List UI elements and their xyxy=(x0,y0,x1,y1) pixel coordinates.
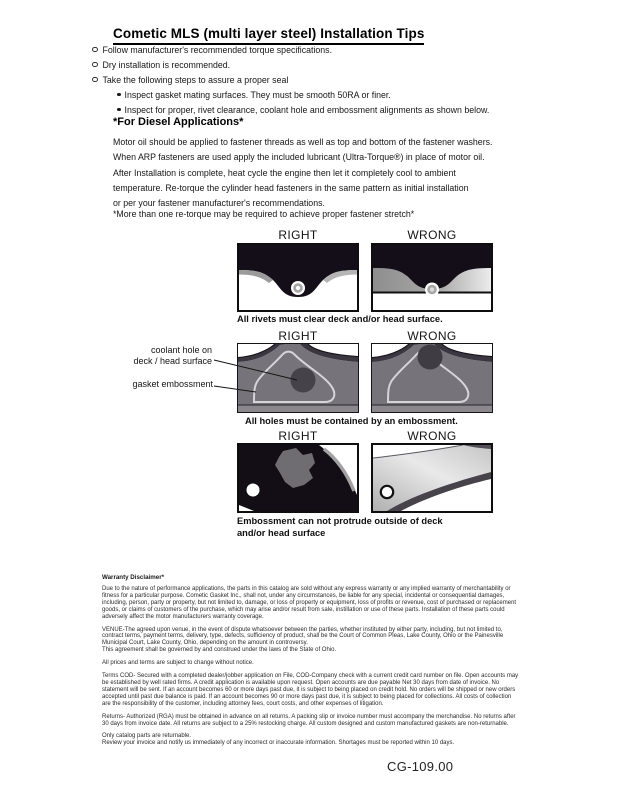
paragraph-line: temperature. Re-torque the cylinder head fasteners in the same pattern as initial installation xyxy=(113,183,469,194)
tip-text: Inspect for proper, rivet clearance, coolant hole and embossment alignments as shown below. xyxy=(124,104,490,115)
paragraph-line: When ARP fasteners are used apply the included lubricant (Ultra-Torque®) in place of motor oil. xyxy=(113,152,485,163)
deck-edge-strip xyxy=(238,405,358,412)
legal-heading: Warranty Disclaimer* xyxy=(102,574,165,581)
figure-embossment-right xyxy=(237,443,359,513)
figure-embossment-wrong xyxy=(371,443,493,513)
open-bullet-icon xyxy=(92,62,98,68)
legal-paragraph: Due to the nature of performance applications, the parts in this catalog are sold without any express warranty or any implied warranty of merchantability or fitness for a particular purpose. Cometic Gasket Inc., shall not, under any circumstances, be liable for any special, incidental or consequential damages, including, person, party or property, but not limited to, damage, or loss of property or equipment, loss of profits or revenue, cost of purchased or replacement goods, or claims of customers of the purchase, which may arise and/or result from sale, instillation or use of these parts. Installation of these parts could adversely affect the motor manufacturers warranty coverage. xyxy=(102,586,517,620)
legal-paragraph: Only catalog parts are returnable. Review your invoice and notify us immediately of any incorrect or inaccurate information. Shortages must be reported within 10 days. xyxy=(102,733,455,747)
bolt-hole xyxy=(381,486,393,498)
open-bullet-icon xyxy=(92,47,98,53)
embossment-right-diagram xyxy=(239,445,357,511)
diesel-paragraph-1 xyxy=(113,135,492,165)
right-label: RIGHT xyxy=(278,228,318,242)
right-label: RIGHT xyxy=(278,329,318,343)
filled-bullet-icon xyxy=(117,93,121,97)
tip-text: Inspect gasket mating surfaces. They must be smooth 50RA or finer. xyxy=(124,89,391,100)
row2-caption: All holes must be contained by an embossment. xyxy=(245,416,458,426)
figure-hole-wrong xyxy=(371,343,493,413)
tip-item xyxy=(92,72,489,87)
paragraph-line: Motor oil should be applied to fastener threads as well as top and bottom of the fastener washers. xyxy=(113,137,493,147)
paragraph-line: After Installation is complete, heat cycle the engine then let it completely cool to ambient xyxy=(113,168,456,178)
embossment-wrong-diagram xyxy=(373,445,491,511)
paragraph-line: *More than one re-torque may be required to achieve proper fastener stretch* xyxy=(113,209,415,219)
legal-paragraph: Returns- Authorized (RGA) must be obtained in advance on all returns. A packing slip or invoice number must accompany the merchandise. No returns after 30 days from invoice date. All returns are subject to a 25% restocking charge. All custom designed and custom manufactured gaskets are non-returnable. xyxy=(102,713,516,727)
tip-item xyxy=(92,57,489,72)
wrong-label: WRONG xyxy=(407,329,457,343)
legal-paragraph: VENUE-The agreed upon venue, in the event of dispute whatsoever between the parties, whether instituted by either party, including, but not limited to, contract terms, payment terms, delivery, type, defects, sufficiency of product, shall be the Court of Common Pleas, Lake County, Ohio or the Painesville Municipal Court, Lake County, Ohio, depending on the amount in controversy. This agreement shall be governed by and construed under the laws of the State of Ohio. xyxy=(102,626,504,654)
rivet-icon xyxy=(425,283,439,297)
diesel-paragraph-2 xyxy=(113,166,469,212)
figure-rivet-wrong xyxy=(371,243,493,312)
warranty-disclaimer xyxy=(102,574,532,753)
gasket-embossment-annotation: gasket embossment xyxy=(132,379,213,389)
rivet-right-diagram xyxy=(239,245,357,310)
page-number: CG-109.00 xyxy=(387,759,454,774)
tip-text: Take the following steps to assure a proper seal xyxy=(102,74,289,85)
paragraph-line: or per your fastener manufacturer's recommendations. xyxy=(113,198,325,209)
legal-paragraph: Terms COD- Secured with a completed dealer/jobber application on File, COD-Company check with a current credit card number on file. Open accounts may be established by well rated firms. A credit application is available upon request. Open accounts are due payable Net 30 days from date of invoice. No statement will be sent. If an account becomes 60 or more days past due, it is subject to being placed on credit hold. No orders will be shipped or new orders accepted until past due balance is paid. If an account becomes 90 or more days past due, it is subject to being placed for collections. All costs of collection are the responsibility of the customer, including attorney fees, court costs, and other expenses of litigation. xyxy=(102,673,519,707)
tip-subitem xyxy=(92,87,489,102)
deck-edge-strip xyxy=(372,405,492,412)
figure-hole-right xyxy=(237,343,359,413)
page-title: Cometic MLS (multi layer steel) Installation Tips xyxy=(113,26,424,45)
legal-paragraph: All prices and terms are subject to change without notice. xyxy=(102,660,254,667)
diesel-heading: *For Diesel Applications* xyxy=(113,116,244,128)
installation-tips-list xyxy=(92,42,489,117)
coolant-hole xyxy=(418,345,443,370)
wrong-label: WRONG xyxy=(407,228,457,242)
tip-subitem xyxy=(92,102,489,117)
hole-right-diagram xyxy=(238,344,358,412)
coolant-hole-annotation: coolant hole on deck / head surface xyxy=(133,345,212,366)
row1-caption: All rivets must clear deck and/or head surface. xyxy=(237,314,443,324)
retorque-note xyxy=(113,207,414,222)
tip-text: Follow manufacturer's recommended torque specifications. xyxy=(102,44,333,55)
hole-wrong-diagram xyxy=(372,344,492,412)
coolant-hole xyxy=(291,368,316,393)
figure-rivet-right xyxy=(237,243,359,312)
rivet-wrong-diagram xyxy=(373,245,491,310)
right-label: RIGHT xyxy=(278,429,318,443)
filled-bullet-icon xyxy=(117,108,121,112)
rivet-icon xyxy=(291,281,305,295)
wrong-label: WRONG xyxy=(407,429,457,443)
row3-caption: Embossment can not protrude outside of deck and/or head surface xyxy=(237,516,443,538)
bolt-hole xyxy=(247,484,260,497)
tip-item xyxy=(92,42,489,57)
tip-text: Dry installation is recommended. xyxy=(102,59,231,70)
open-bullet-icon xyxy=(92,77,98,83)
